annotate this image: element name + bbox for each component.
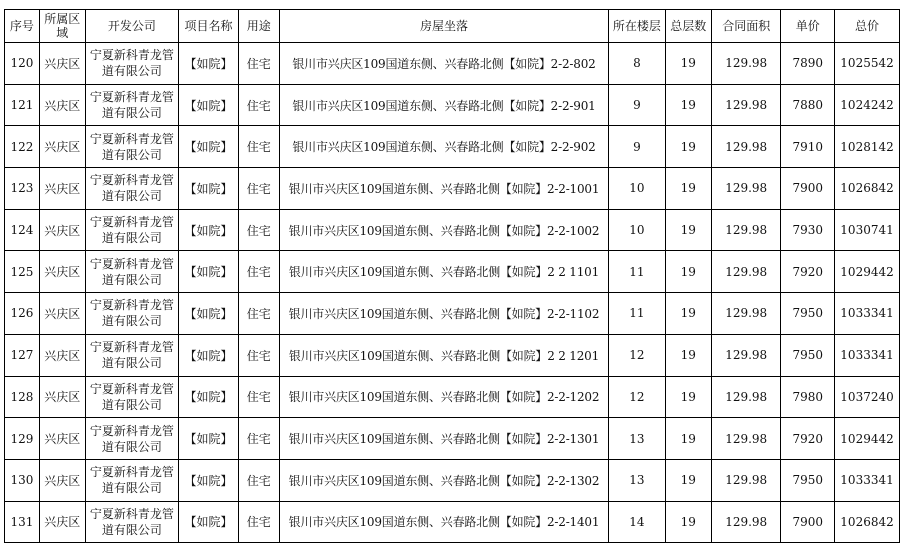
cell-area: 129.98 (711, 293, 781, 335)
cell-address: 银川市兴庆区109国道东侧、兴春路北侧【如院】2-2-1302 (279, 459, 609, 501)
cell-address: 银川市兴庆区109国道东侧、兴春路北侧【如院】2-2-1102 (279, 293, 609, 335)
cell-total-price: 1029442 (835, 418, 900, 460)
cell-total-floors: 19 (665, 126, 711, 168)
cell-developer: 宁夏新科青龙管道有限公司 (85, 501, 178, 543)
cell-total-floors: 19 (665, 293, 711, 335)
housing-price-table (4, 9, 900, 543)
cell-index: 131 (5, 501, 40, 543)
cell-floor: 13 (609, 418, 665, 460)
cell-floor: 10 (609, 168, 665, 210)
cell-index: 129 (5, 418, 40, 460)
cell-region: 兴庆区 (39, 418, 85, 460)
cell-project: 【如院】 (179, 418, 239, 460)
cell-project: 【如院】 (179, 501, 239, 543)
cell-usage: 住宅 (238, 376, 279, 418)
table-row (5, 43, 900, 85)
header-area: 合同面积 (711, 10, 781, 43)
cell-project: 【如院】 (179, 84, 239, 126)
cell-area: 129.98 (711, 418, 781, 460)
cell-total-price: 1024242 (835, 84, 900, 126)
cell-floor: 12 (609, 334, 665, 376)
cell-area: 129.98 (711, 459, 781, 501)
cell-total-price: 1026842 (835, 501, 900, 543)
cell-total-floors: 19 (665, 251, 711, 293)
header-project: 项目名称 (179, 10, 239, 43)
cell-region: 兴庆区 (39, 126, 85, 168)
cell-total-floors: 19 (665, 501, 711, 543)
header-region: 所属区域 (39, 10, 85, 43)
cell-developer: 宁夏新科青龙管道有限公司 (85, 418, 178, 460)
cell-project: 【如院】 (179, 334, 239, 376)
cell-index: 128 (5, 376, 40, 418)
cell-index: 125 (5, 251, 40, 293)
cell-region: 兴庆区 (39, 459, 85, 501)
cell-unit-price: 7930 (781, 209, 835, 251)
cell-unit-price: 7900 (781, 168, 835, 210)
cell-area: 129.98 (711, 251, 781, 293)
cell-address: 银川市兴庆区109国道东侧、兴春路北侧【如院】2-2-1401 (279, 501, 609, 543)
cell-usage: 住宅 (238, 251, 279, 293)
cell-project: 【如院】 (179, 168, 239, 210)
cell-area: 129.98 (711, 126, 781, 168)
header-total-floors: 总层数 (665, 10, 711, 43)
cell-index: 126 (5, 293, 40, 335)
cell-region: 兴庆区 (39, 334, 85, 376)
cell-floor: 10 (609, 209, 665, 251)
table-row (5, 376, 900, 418)
cell-floor: 8 (609, 43, 665, 85)
cell-address: 银川市兴庆区109国道东侧、兴春路北侧【如院】2-2-1001 (279, 168, 609, 210)
cell-usage: 住宅 (238, 43, 279, 85)
table-row (5, 251, 900, 293)
cell-unit-price: 7890 (781, 43, 835, 85)
cell-unit-price: 7920 (781, 418, 835, 460)
cell-usage: 住宅 (238, 168, 279, 210)
cell-region: 兴庆区 (39, 293, 85, 335)
cell-project: 【如院】 (179, 126, 239, 168)
cell-index: 122 (5, 126, 40, 168)
cell-address: 银川市兴庆区109国道东侧、兴春路北侧【如院】2-2-1002 (279, 209, 609, 251)
cell-region: 兴庆区 (39, 43, 85, 85)
cell-unit-price: 7880 (781, 84, 835, 126)
cell-total-floors: 19 (665, 43, 711, 85)
cell-floor: 9 (609, 126, 665, 168)
cell-total-floors: 19 (665, 459, 711, 501)
cell-area: 129.98 (711, 168, 781, 210)
cell-total-floors: 19 (665, 209, 711, 251)
cell-index: 121 (5, 84, 40, 126)
cell-project: 【如院】 (179, 43, 239, 85)
cell-project: 【如院】 (179, 376, 239, 418)
table-row (5, 84, 900, 126)
cell-developer: 宁夏新科青龙管道有限公司 (85, 126, 178, 168)
cell-total-floors: 19 (665, 418, 711, 460)
cell-usage: 住宅 (238, 418, 279, 460)
cell-total-price: 1033341 (835, 334, 900, 376)
cell-unit-price: 7950 (781, 334, 835, 376)
cell-project: 【如院】 (179, 459, 239, 501)
header-index: 序号 (5, 10, 40, 43)
cell-region: 兴庆区 (39, 168, 85, 210)
cell-usage: 住宅 (238, 501, 279, 543)
cell-region: 兴庆区 (39, 251, 85, 293)
cell-developer: 宁夏新科青龙管道有限公司 (85, 168, 178, 210)
cell-address: 银川市兴庆区109国道东侧、兴春路北侧【如院】2-2-1301 (279, 418, 609, 460)
cell-address: 银川市兴庆区109国道东侧、兴春路北侧【如院】2-2-902 (279, 126, 609, 168)
cell-project: 【如院】 (179, 293, 239, 335)
cell-usage: 住宅 (238, 209, 279, 251)
table-row (5, 168, 900, 210)
cell-index: 120 (5, 43, 40, 85)
cell-developer: 宁夏新科青龙管道有限公司 (85, 334, 178, 376)
table-row (5, 334, 900, 376)
table-row (5, 501, 900, 543)
cell-index: 127 (5, 334, 40, 376)
cell-floor: 11 (609, 293, 665, 335)
cell-total-floors: 19 (665, 84, 711, 126)
cell-area: 129.98 (711, 209, 781, 251)
header-developer: 开发公司 (85, 10, 178, 43)
cell-address: 银川市兴庆区109国道东侧、兴春路北侧【如院】2-2-901 (279, 84, 609, 126)
cell-total-price: 1029442 (835, 251, 900, 293)
cell-total-price: 1026842 (835, 168, 900, 210)
cell-address: 银川市兴庆区109国道东侧、兴春路北侧【如院】2 2 1201 (279, 334, 609, 376)
cell-total-price: 1037240 (835, 376, 900, 418)
cell-developer: 宁夏新科青龙管道有限公司 (85, 376, 178, 418)
cell-address: 银川市兴庆区109国道东侧、兴春路北侧【如院】2-2-1202 (279, 376, 609, 418)
cell-region: 兴庆区 (39, 501, 85, 543)
header-unit-price: 单价 (781, 10, 835, 43)
cell-total-price: 1033341 (835, 293, 900, 335)
cell-region: 兴庆区 (39, 209, 85, 251)
cell-unit-price: 7950 (781, 293, 835, 335)
cell-address: 银川市兴庆区109国道东侧、兴春路北侧【如院】2 2 1101 (279, 251, 609, 293)
table-row (5, 209, 900, 251)
cell-floor: 11 (609, 251, 665, 293)
cell-usage: 住宅 (238, 126, 279, 168)
header-row (5, 10, 900, 43)
cell-total-floors: 19 (665, 334, 711, 376)
cell-unit-price: 7920 (781, 251, 835, 293)
cell-floor: 12 (609, 376, 665, 418)
cell-total-floors: 19 (665, 376, 711, 418)
header-total-price: 总价 (835, 10, 900, 43)
cell-project: 【如院】 (179, 209, 239, 251)
header-floor: 所在楼层 (609, 10, 665, 43)
cell-index: 124 (5, 209, 40, 251)
cell-total-price: 1033341 (835, 459, 900, 501)
cell-floor: 9 (609, 84, 665, 126)
cell-developer: 宁夏新科青龙管道有限公司 (85, 209, 178, 251)
cell-region: 兴庆区 (39, 376, 85, 418)
cell-usage: 住宅 (238, 293, 279, 335)
cell-unit-price: 7900 (781, 501, 835, 543)
cell-area: 129.98 (711, 334, 781, 376)
cell-unit-price: 7980 (781, 376, 835, 418)
table-row (5, 418, 900, 460)
cell-index: 130 (5, 459, 40, 501)
table-body (5, 43, 900, 543)
cell-developer: 宁夏新科青龙管道有限公司 (85, 84, 178, 126)
table-row (5, 459, 900, 501)
cell-usage: 住宅 (238, 334, 279, 376)
cell-total-price: 1030741 (835, 209, 900, 251)
cell-project: 【如院】 (179, 251, 239, 293)
cell-area: 129.98 (711, 43, 781, 85)
cell-area: 129.98 (711, 376, 781, 418)
cell-developer: 宁夏新科青龙管道有限公司 (85, 459, 178, 501)
cell-index: 123 (5, 168, 40, 210)
cell-region: 兴庆区 (39, 84, 85, 126)
cell-total-price: 1028142 (835, 126, 900, 168)
cell-developer: 宁夏新科青龙管道有限公司 (85, 251, 178, 293)
cell-area: 129.98 (711, 501, 781, 543)
cell-total-price: 1025542 (835, 43, 900, 85)
cell-unit-price: 7910 (781, 126, 835, 168)
cell-total-floors: 19 (665, 168, 711, 210)
cell-floor: 13 (609, 459, 665, 501)
cell-usage: 住宅 (238, 459, 279, 501)
cell-unit-price: 7950 (781, 459, 835, 501)
header-address: 房屋坐落 (279, 10, 609, 43)
cell-area: 129.98 (711, 84, 781, 126)
table-row (5, 293, 900, 335)
cell-floor: 14 (609, 501, 665, 543)
cell-developer: 宁夏新科青龙管道有限公司 (85, 293, 178, 335)
header-usage: 用途 (238, 10, 279, 43)
cell-usage: 住宅 (238, 84, 279, 126)
table-container (4, 9, 900, 543)
table-row (5, 126, 900, 168)
cell-developer: 宁夏新科青龙管道有限公司 (85, 43, 178, 85)
cell-address: 银川市兴庆区109国道东侧、兴春路北侧【如院】2-2-802 (279, 43, 609, 85)
